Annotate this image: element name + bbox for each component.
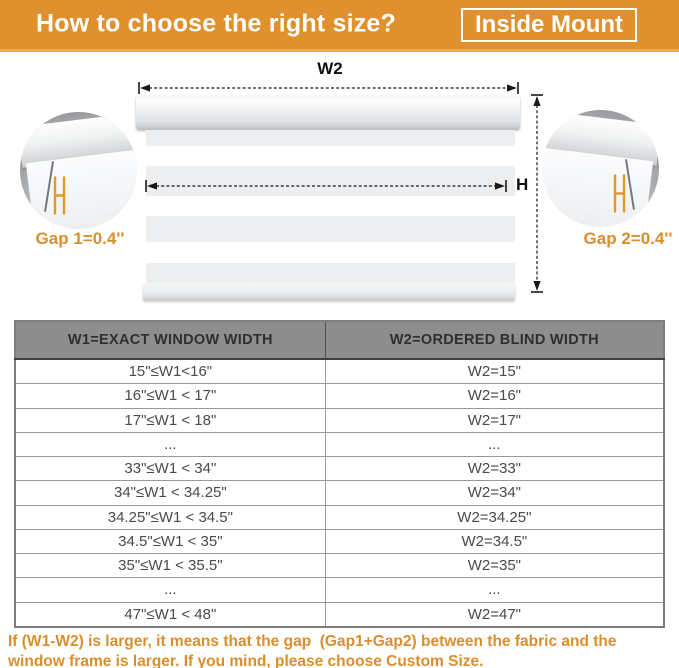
gap2-marker-icon: [612, 174, 627, 213]
table-cell: 47"≤W1 < 48": [15, 602, 325, 627]
table-cell: 33"≤W1 < 34": [15, 457, 325, 481]
table-cell: 34.25"≤W1 < 34.5": [15, 505, 325, 529]
table-cell: ...: [15, 578, 325, 602]
table-cell: W2=16": [325, 384, 664, 408]
table-cell: 16"≤W1 < 17": [15, 384, 325, 408]
column-header-w2: W2=ORDERED BLIND WIDTH: [325, 321, 664, 359]
gap1-label: Gap 1=0.4'': [35, 229, 125, 248]
table-row: [15, 359, 664, 384]
table-cell: W2=17": [325, 408, 664, 432]
w2-arrow: [139, 82, 518, 94]
table-cell: W2=35": [325, 554, 664, 578]
table-cell: ...: [325, 578, 664, 602]
inside-mount-badge: Inside Mount: [461, 8, 637, 42]
blind-fabric-stripes: [146, 130, 515, 284]
page-title: How to choose the right size?: [36, 8, 396, 37]
table-row: [15, 529, 664, 553]
table-row: [15, 384, 664, 408]
column-header-w1: W1=EXACT WINDOW WIDTH: [15, 321, 325, 359]
size-table: [14, 320, 665, 628]
blind-cassette: [136, 96, 520, 130]
blind-size-diagram: [0, 52, 679, 318]
table-row: [15, 432, 664, 456]
table-header-row: [15, 321, 664, 359]
table-cell: 34.5"≤W1 < 35": [15, 529, 325, 553]
size-table-body: [15, 359, 664, 627]
table-row: [15, 408, 664, 432]
table-cell: W2=33": [325, 457, 664, 481]
table-row: [15, 554, 664, 578]
table-row: [15, 481, 664, 505]
gap2-corner-inset: [542, 110, 659, 227]
table-cell: ...: [15, 432, 325, 456]
table-row: [15, 457, 664, 481]
gap1-marker-icon: [52, 176, 67, 215]
table-cell: 15"≤W1<16": [15, 359, 325, 384]
blind-bottom-rail: [143, 283, 515, 300]
table-row: [15, 602, 664, 627]
table-cell: W2=47": [325, 602, 664, 627]
table-cell: 34"≤W1 < 34.25": [15, 481, 325, 505]
table-cell: W2=15": [325, 359, 664, 384]
table-row: [15, 578, 664, 602]
mirrored-corner-graphic: [542, 110, 659, 227]
header-banner: [0, 0, 679, 52]
table-cell: ...: [325, 432, 664, 456]
table-cell: 35"≤W1 < 35.5": [15, 554, 325, 578]
table-row: [15, 505, 664, 529]
gap-explanation-note: If (W1-W2) is larger, it means that the gap (Gap1+Gap2) between the fabric and the window frame is larger. If you mind, please choose Custom Size.: [8, 633, 621, 668]
h-dimension-label: H: [516, 175, 529, 194]
table-cell: 17"≤W1 < 18": [15, 408, 325, 432]
table-cell: W2=34.5": [325, 529, 664, 553]
fabric-corner-graphic: [25, 148, 137, 229]
table-cell: W2=34.25": [325, 505, 664, 529]
w2-dimension-label: W2: [317, 59, 343, 78]
table-cell: W2=34": [325, 481, 664, 505]
gap1-corner-inset: [20, 112, 137, 229]
fabric-corner-graphic: [542, 146, 654, 227]
gap2-label: Gap 2=0.4'': [583, 229, 673, 248]
